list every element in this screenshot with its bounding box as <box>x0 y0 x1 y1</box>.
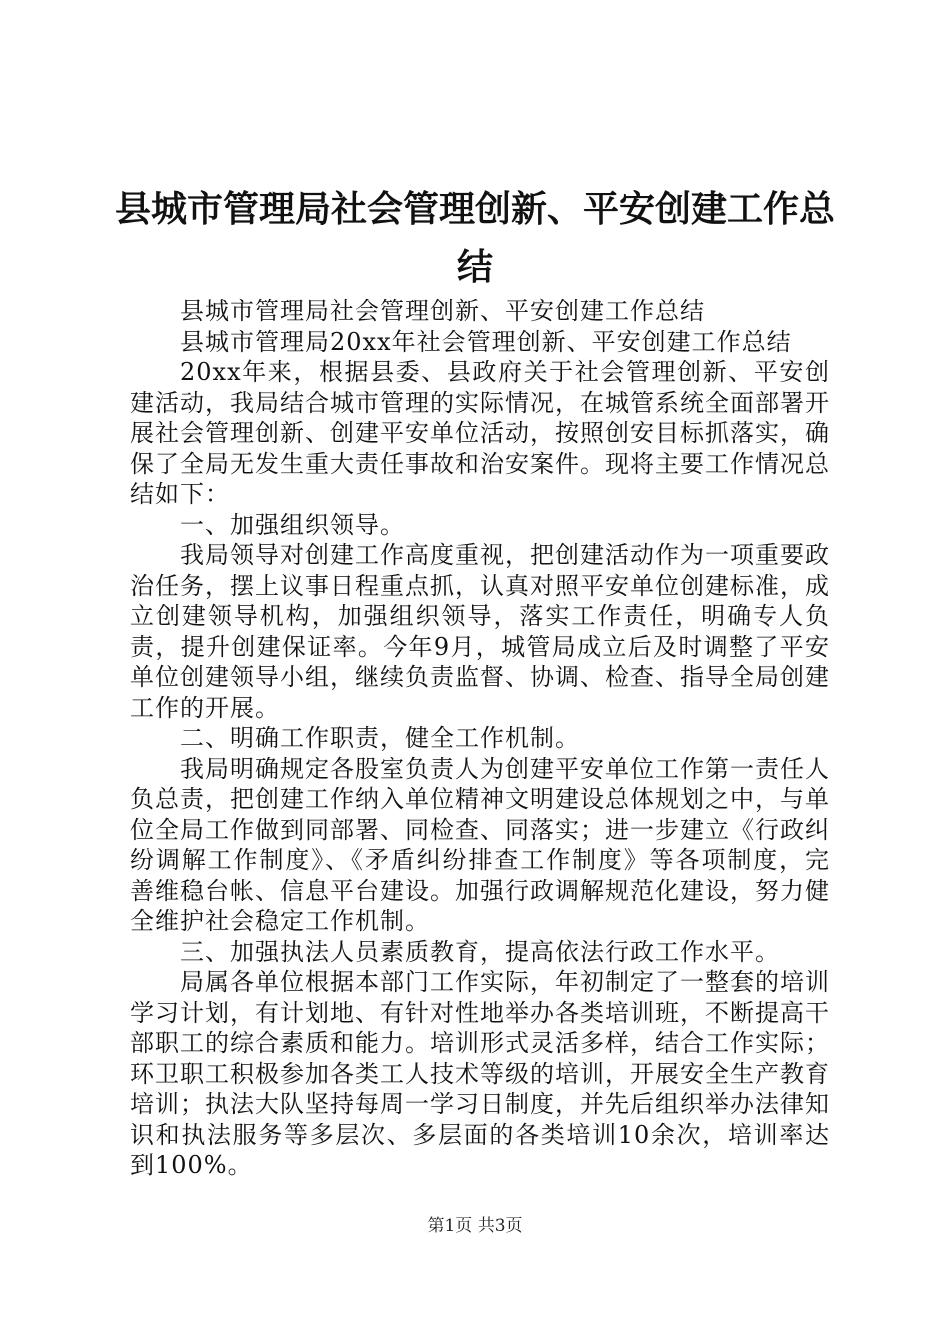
document-title-line-2: 结 <box>456 247 493 288</box>
section-heading-3: 三、加强执法人员素质教育，提高依法行政工作水平。 <box>180 937 780 966</box>
section-body-3: 局属各单位根据本部门工作实际，年初制定了一整套的培训学习计划，有计划地、有针对性地举办各类培训班，不断提高干部职工的综合素质和能力。培训形式灵活多样，结合工作实际；环卫职工积极参加各类工人技术等级的培训，开展安全生产教育培训；执法大队坚持每周一学习日制度，并先后组织举办法律知识和执法服务等多层次、多层面的各类培训10余次，培训率达到100%。 <box>130 968 830 1179</box>
subtitle-paragraph: 县城市管理局社会管理创新、平安创建工作总结 <box>180 297 705 325</box>
intro-paragraph: 20xx年来，根据县委、县政府关于社会管理创新、平安创建活动，我局结合城市管理的实际情况，在城管系统全面部署开展社会管理创新、创建平安单位活动，按照创安目标抓落实，确保了全局无发生重大责任事故和治安案件。现将主要工作情况总结如下： <box>130 358 830 508</box>
document-title-line-1: 县城市管理局社会管理创新、平安创建工作总 <box>114 189 835 230</box>
page-number-footer: 第1页 共3页 <box>427 1216 523 1236</box>
section-heading-2: 二、明确工作职责，健全工作机制。 <box>180 724 580 752</box>
subtitle-year-paragraph: 县城市管理局20xx年社会管理创新、平安创建工作总结 <box>180 327 792 356</box>
section-heading-1: 一、加强组织领导。 <box>180 510 405 539</box>
section-body-2: 我局明确规定各股室负责人为创建平安单位工作第一责任人负总责，把创建工作纳入单位精神文明建设总体规划之中，与单位全局工作做到同部署、同检查、同落实；进一步建立《行政纠纷调解工作制度》、《矛盾纠纷排查工作制度》等各项制度，完善维稳台帐、信息平台建设。加强行政调解规范化建设，努力健全维护社会稳定工作机制。 <box>130 754 830 935</box>
document-body <box>130 296 830 1181</box>
section-body-1: 我局领导对创建工作高度重视，把创建活动作为一项重要政治任务，摆上议事日程重点抓，认真对照平安单位创建标准，成立创建领导机构，加强组织领导，落实工作责任，明确专人负责，提升创建保证率。今年9月，城管局成立后及时调整了平安单位创建领导小组，继续负责监督、协调、检查、指导全局创建工作的开展。 <box>130 541 830 722</box>
